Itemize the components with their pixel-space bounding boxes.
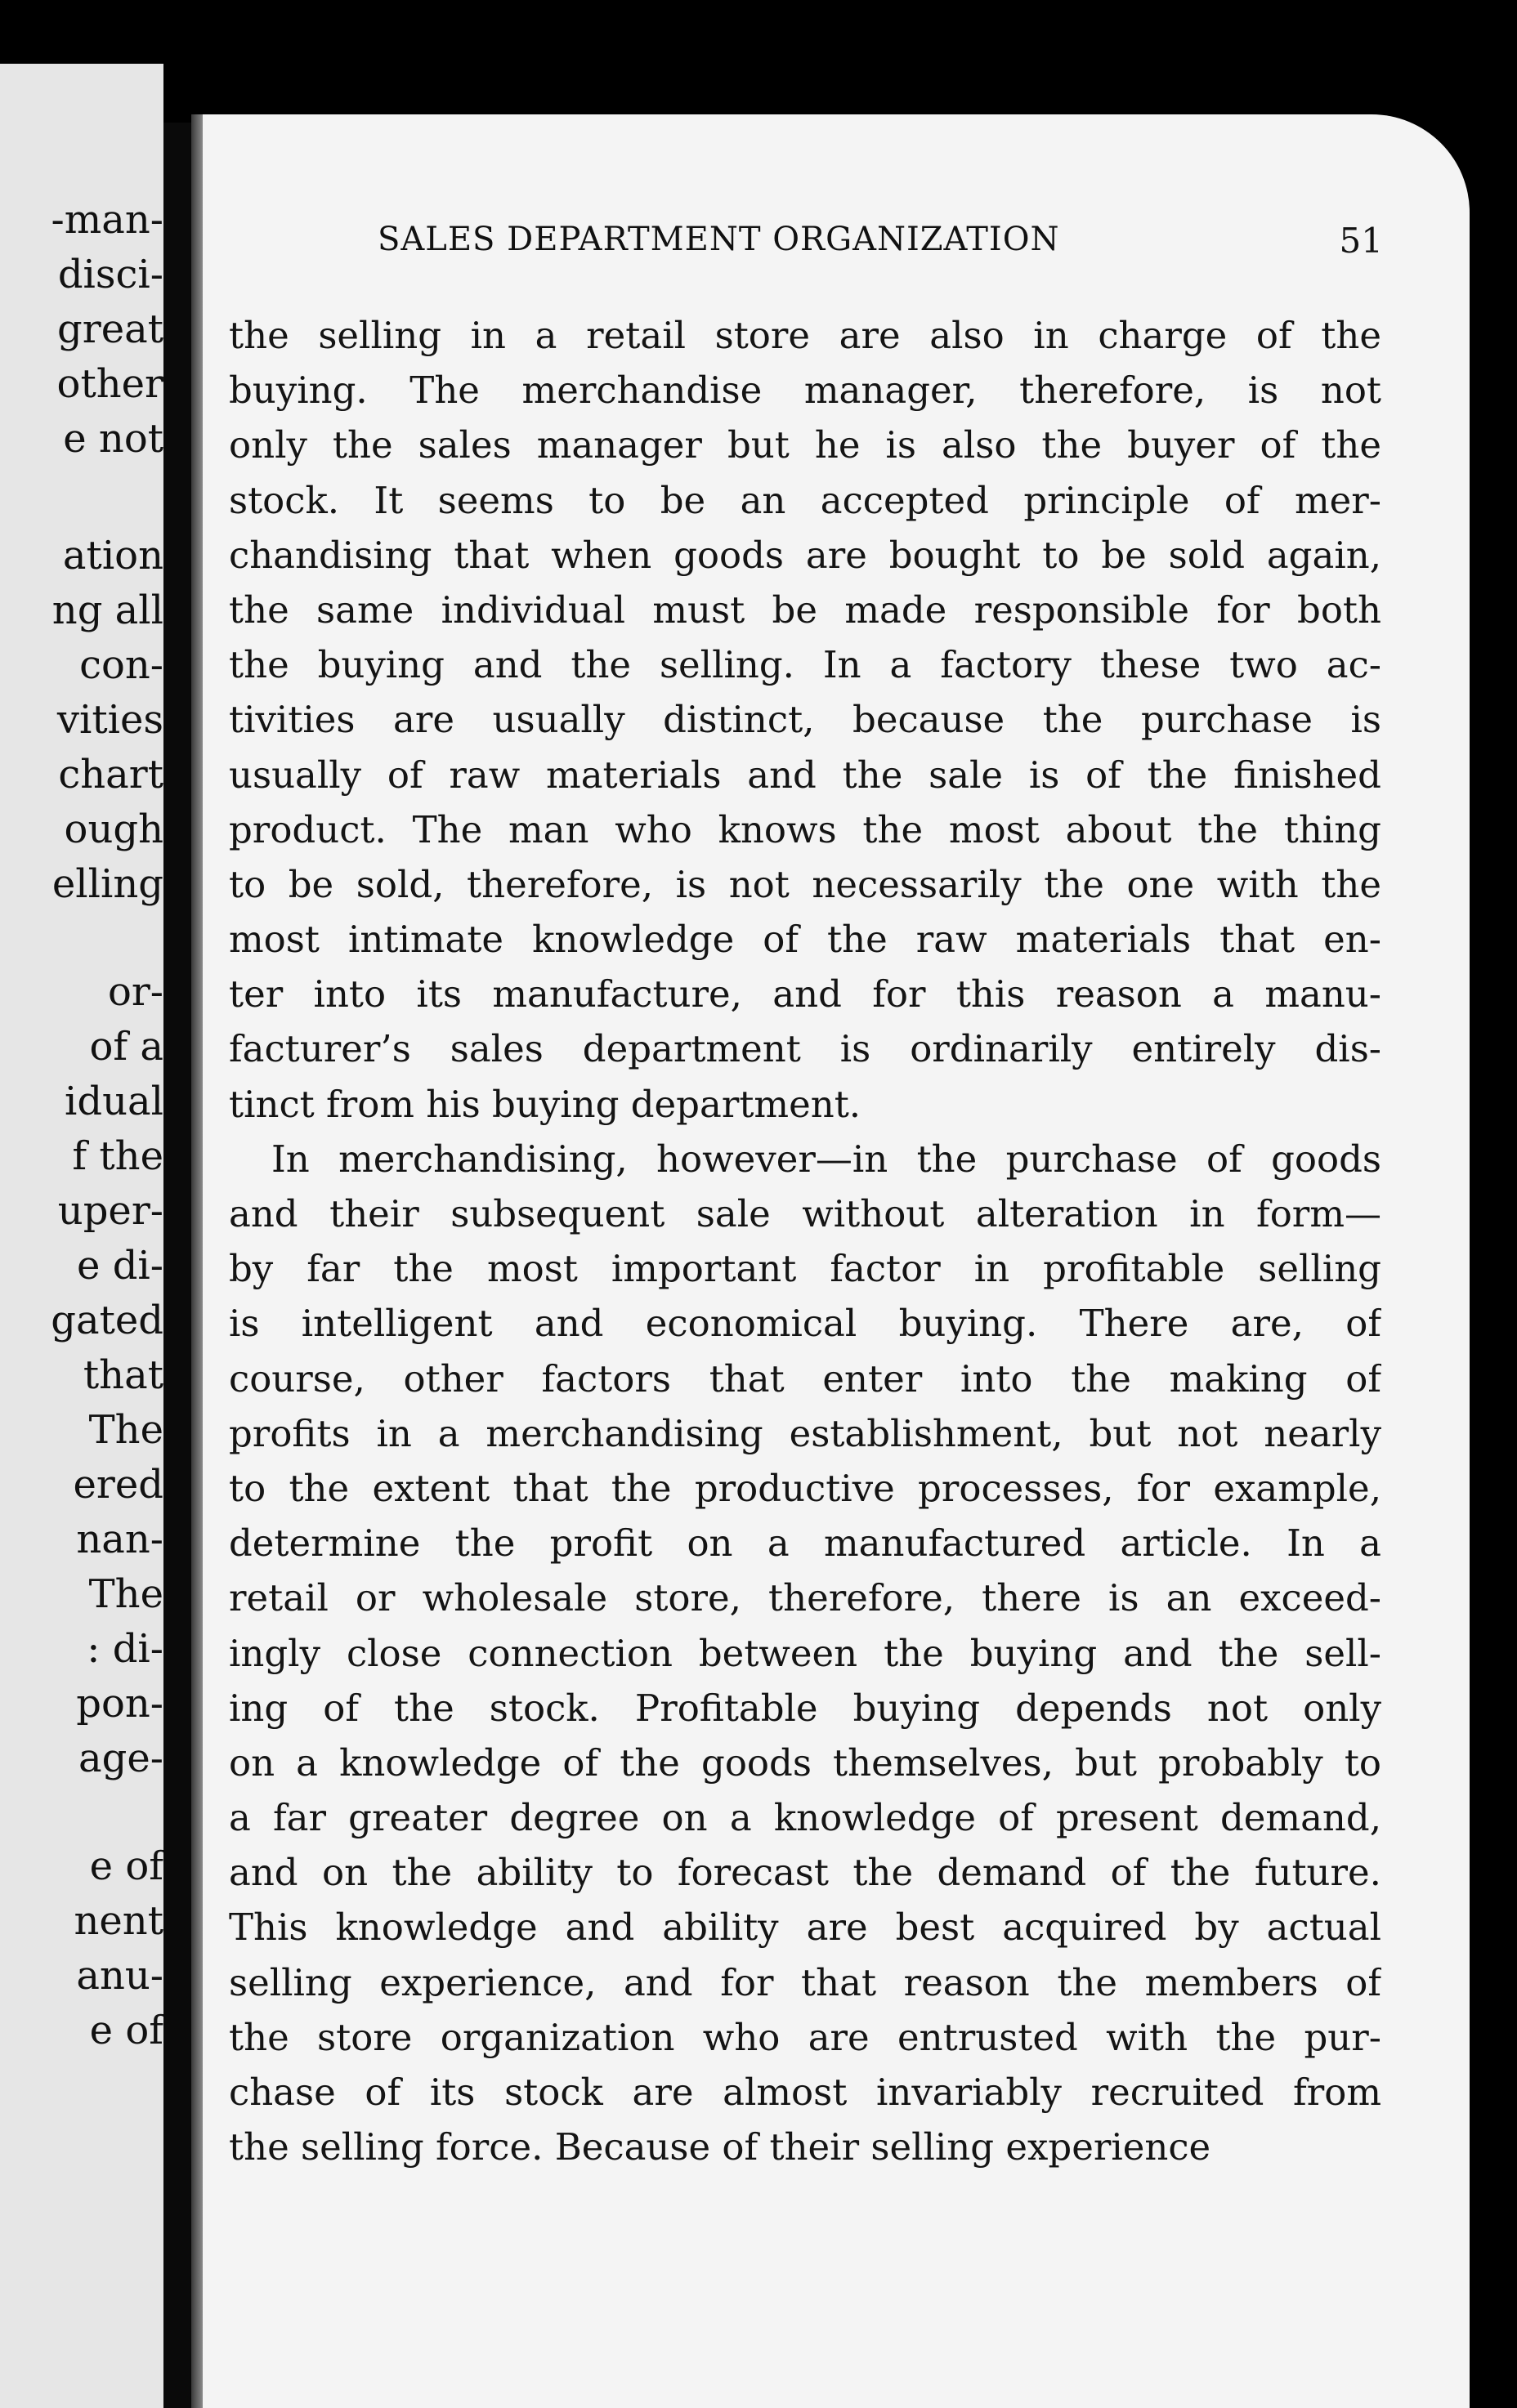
text-line: retail or wholesale store, therefore, there is an exceed- xyxy=(229,1576,1381,1620)
text-line: ter into its manufacture, and for this reason a manu- xyxy=(229,972,1381,1016)
running-head xyxy=(378,221,1383,270)
facing-page-line: age- xyxy=(78,1736,163,1781)
text-line: ingly close connection between the buying and the sell- xyxy=(229,1631,1381,1675)
text-line: facturer’s sales department is ordinarily entirely dis- xyxy=(229,1027,1381,1071)
facing-page-line: or- xyxy=(107,969,163,1015)
text-line: the store organization who are entrusted with the pur- xyxy=(229,2015,1381,2059)
text-line: course, other factors that enter into the making of xyxy=(229,1356,1381,1401)
text-line: most intimate knowledge of the raw materials that en- xyxy=(229,918,1381,962)
text-line: by far the most important factor in profitable selling xyxy=(229,1247,1381,1291)
facing-page-line: : di- xyxy=(87,1626,163,1672)
text-line: the same individual must be made responsible for both xyxy=(229,587,1381,632)
facing-page-line: great xyxy=(57,306,163,352)
text-line: to the extent that the productive processes, for example, xyxy=(229,1466,1381,1510)
text-line: only the sales manager but he is also the buyer of the xyxy=(229,423,1381,467)
facing-page-line: e of xyxy=(89,1843,163,1889)
facing-page-line: f the xyxy=(72,1133,163,1179)
text-line: and their subsequent sale without alteration in form— xyxy=(229,1192,1381,1235)
text-line: product. The man who knows the most about the thing xyxy=(229,807,1381,851)
text-line: buying. The merchandise manager, therefore, is not xyxy=(229,369,1381,413)
facing-page-line: nent xyxy=(74,1898,163,1944)
facing-page-line: e not xyxy=(63,416,163,462)
facing-page-line: ation xyxy=(62,533,163,579)
facing-page-line: elling xyxy=(51,861,163,907)
facing-page-line: pon- xyxy=(76,1681,163,1727)
text-line: is intelligent and economical buying. There are, of xyxy=(229,1302,1381,1346)
facing-page-line: uper- xyxy=(57,1188,163,1234)
facing-page-line: disci- xyxy=(57,252,163,297)
facing-page-line: ered xyxy=(73,1462,163,1508)
text-line: the buying and the selling. In a factory these two ac- xyxy=(229,643,1381,687)
text-line: and on the ability to forecast the demand of the future. xyxy=(229,1851,1381,1895)
text-line: chase of its stock are almost invariably recruited from xyxy=(229,2071,1381,2114)
facing-page-line: anu- xyxy=(76,1953,163,1999)
binding-gutter xyxy=(163,123,191,2408)
text-line: the selling force. Because of their selling experience xyxy=(229,2125,1211,2169)
facing-page-line: vities xyxy=(56,697,163,743)
text-line: chandising that when goods are bought to be sold again, xyxy=(229,533,1381,577)
text-line: tivities are usually distinct, because the purchase is xyxy=(229,698,1381,742)
text-line: a far greater degree on a knowledge of present demand, xyxy=(229,1796,1381,1840)
facing-page-line: The xyxy=(88,1407,163,1453)
text-line: usually of raw materials and the sale is of the finished xyxy=(229,753,1381,797)
book-page xyxy=(203,114,1470,2408)
facing-page-fragment xyxy=(0,64,163,2408)
text-line: determine the profit on a manufactured article. In a xyxy=(229,1521,1381,1566)
facing-page-line: e of xyxy=(89,2008,163,2053)
text-line: tinct from his buying department. xyxy=(229,1082,861,1126)
facing-page-line: -man- xyxy=(51,197,163,243)
facing-page-line: gated xyxy=(51,1298,163,1343)
text-line: stock. It seems to be an accepted principle of mer- xyxy=(229,478,1381,522)
facing-page-line: of a xyxy=(89,1024,163,1070)
text-line: In merchandising, however—in the purchase of goods xyxy=(271,1137,1381,1181)
facing-page-line: idual xyxy=(65,1079,163,1124)
facing-page-line: ng all xyxy=(51,587,163,633)
text-line: to be sold, therefore, is not necessarily the one with the xyxy=(229,862,1381,906)
facing-page-line: other xyxy=(56,361,163,407)
text-line: selling experience, and for that reason the members of xyxy=(229,1960,1381,2004)
facing-page-line: con- xyxy=(79,642,163,688)
text-line: ing of the stock. Profitable buying depends not only xyxy=(229,1686,1381,1730)
facing-page-line: The xyxy=(88,1571,163,1617)
facing-page-line: ough xyxy=(64,806,163,852)
text-line: This knowledge and ability are best acquired by actual xyxy=(229,1905,1381,1950)
facing-page-line: e di- xyxy=(77,1243,163,1289)
text-line: the selling in a retail store are also in charge of the xyxy=(229,314,1381,357)
page-number: 51 xyxy=(1339,221,1383,261)
body-text xyxy=(229,308,1381,2174)
text-line: on a knowledge of the goods themselves, but probably to xyxy=(229,1740,1381,1785)
facing-page-line: nan- xyxy=(76,1517,163,1562)
facing-page-line: that xyxy=(83,1352,163,1398)
facing-page-line: chart xyxy=(58,752,163,797)
text-line: profits in a merchandising establishment, but not nearly xyxy=(229,1411,1381,1455)
running-head-title: SALES DEPARTMENT ORGANIZATION xyxy=(378,221,1060,258)
